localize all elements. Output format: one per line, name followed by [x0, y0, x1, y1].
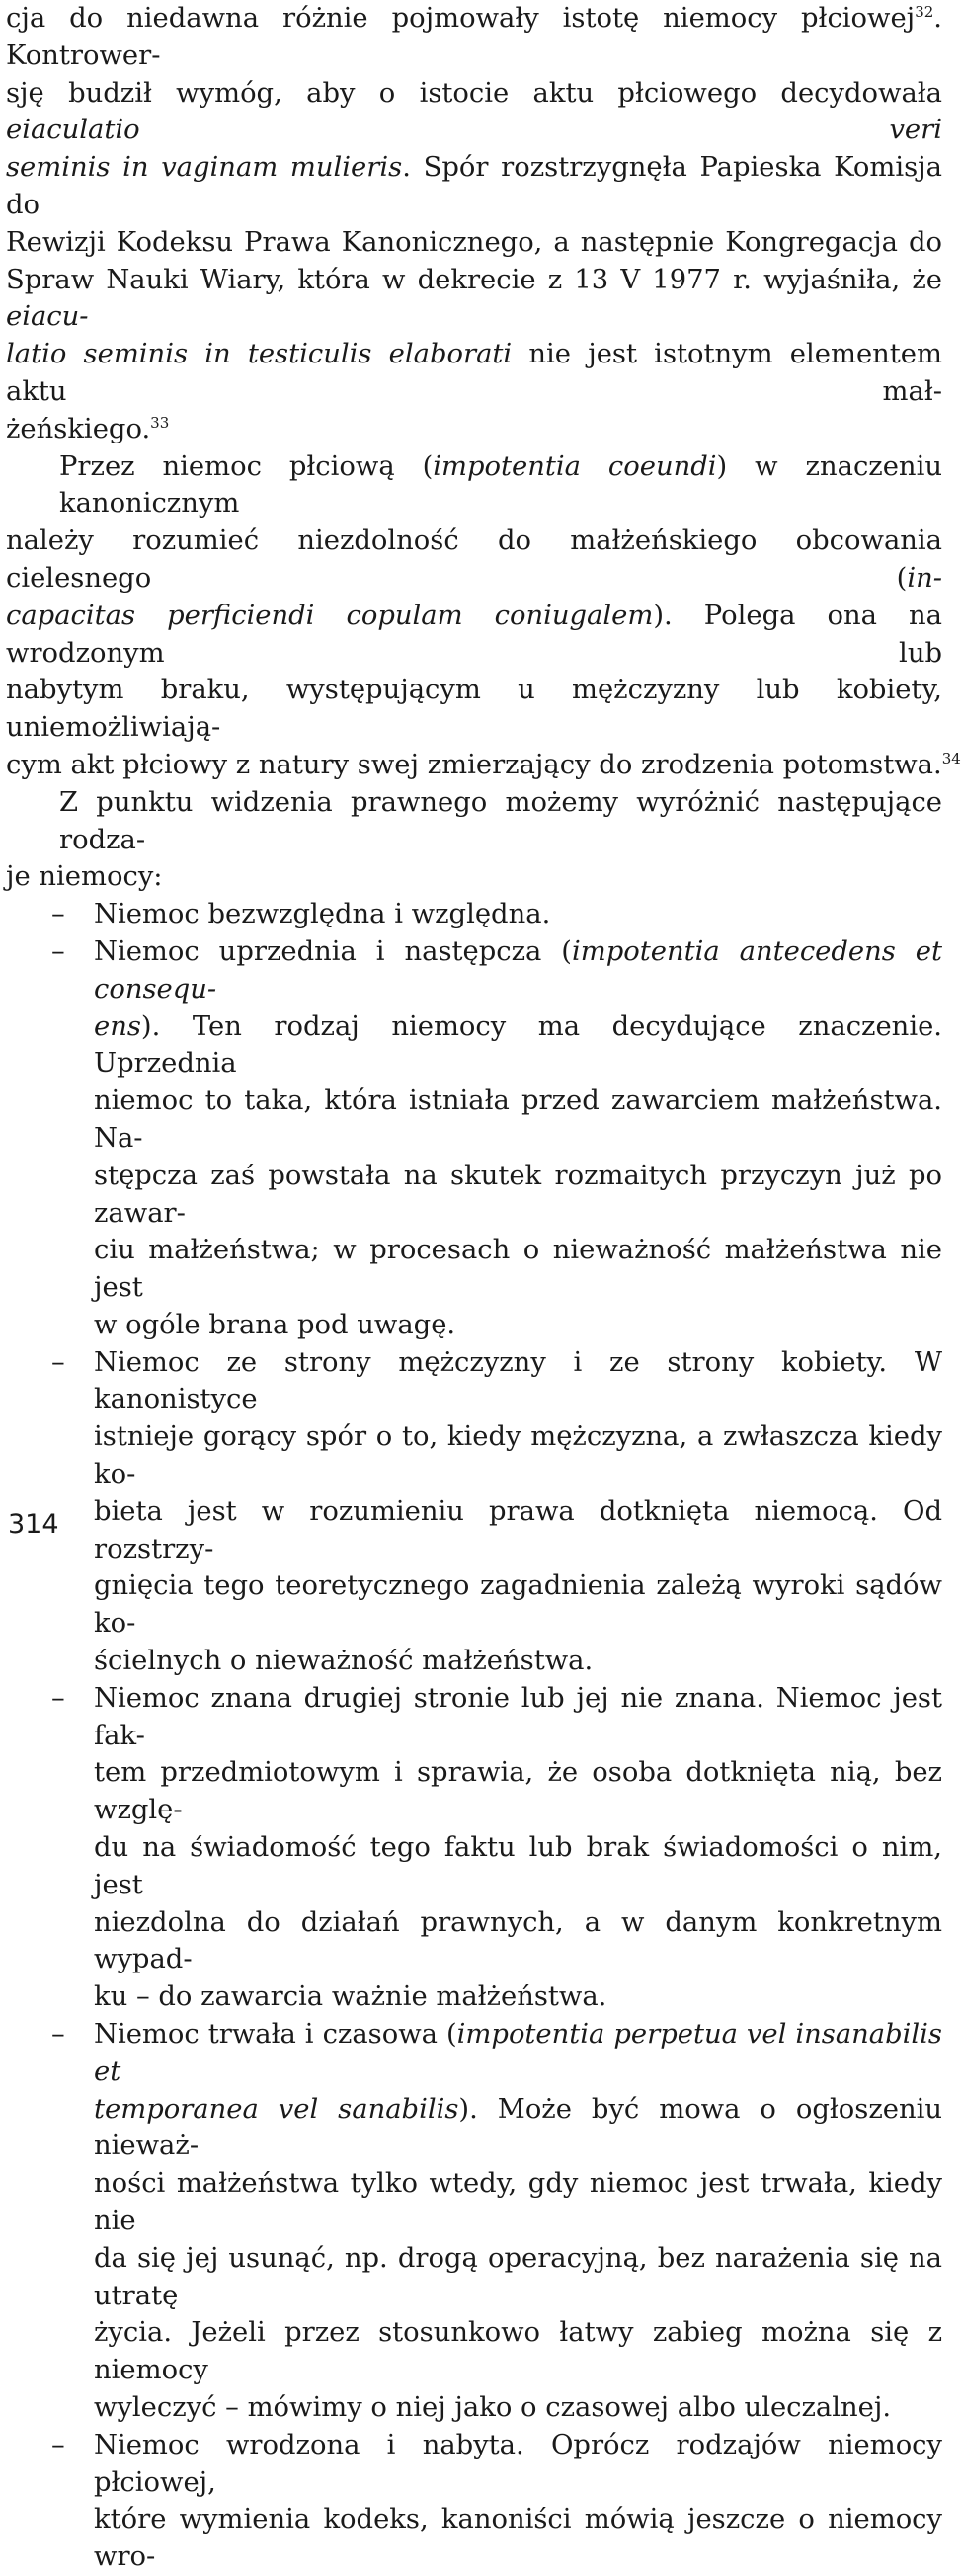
list-item: – Niemoc uprzednia i następcza (impotentia antecedens et consequ- [6, 933, 942, 1008]
footnote-ref: 32 [915, 2, 934, 21]
list-item: – Niemoc ze strony mężczyzny i ze strony kobiety. W kanonistyce [6, 1344, 942, 1419]
footnote-ref: 33 [150, 413, 170, 432]
text-line: sję budził wymóg, aby o istocie aktu płciowego decydowała eiaculatio veri [6, 77, 942, 146]
list-item-line: temporanea vel sanabilis). Może być mowa o ogłoszeniu nieważ- [94, 2093, 942, 2162]
list-item: – Niemoc wrodzona i nabyta. Oprócz rodzajów niemocy płciowej, [6, 2427, 942, 2502]
text-line: żeńskiego.$^{33}$ [6, 413, 170, 444]
text-line: je niemocy: [6, 861, 163, 893]
text-line: Spraw Nauki Wiary, która w dekrecie z 13 V 1977 r. wyjaśniła, że eiacu- [6, 264, 942, 333]
text-line: capacitas perficiendi copulam coniugalem). Polega ona na wrodzonym lub [6, 600, 942, 669]
dash-bullet: – [51, 2429, 65, 2460]
text-line: Rewizji Kodeksu Prawa Kanonicznego, a następnie Kongregacja do [6, 226, 942, 258]
list-item-line: życia. Jeżeli przez stosunkowo łatwy zabieg można się z niemocy [94, 2317, 942, 2386]
list-item-line: ku – do zawarcia ważnie małżeństwa. [94, 1981, 607, 2013]
list-item-line: ens). Ten rodzaj niemocy ma decydujące znaczenie. Uprzednia [94, 1010, 942, 1080]
text-line: nabytym braku, występującym u mężczyzny lub kobiety, uniemożliwiają- [6, 675, 942, 744]
list-item-line: du na świadomość tego faktu lub brak świadomości o nim, jest [94, 1832, 942, 1900]
dash-bullet: – [51, 1346, 65, 1378]
list-item: – Niemoc bezwzględna i względna. [6, 896, 942, 933]
list-item-line: stępcza zaś powstała na skutek rozmaitych przyczyn już po zawar- [94, 1160, 942, 1229]
paragraph-start: Przez niemoc płciową (impotentia coeundi) w znaczeniu kanonicznym [59, 450, 942, 520]
text-line: seminis in vaginam mulieris. Spór rozstrzygnęła Papieska Komisja do [6, 152, 942, 220]
text-line: należy rozumieć niezdolność do małżeńskiego obcowania cielesnego (in- [6, 525, 942, 594]
text-line: cym akt płciowy z natury swej zmierzający do zrodzenia potomstwa.$^{34}$ [6, 749, 961, 780]
page-number: 314 [8, 1509, 59, 1540]
list-item-line: niezdolna do działań prawnych, a w danym konkretnym wypad- [94, 1906, 942, 1975]
dash-bullet: – [51, 935, 65, 967]
page-body [6, 0, 961, 2576]
list-item-line: istnieje gorący spór o to, kiedy mężczyzna, a zwłaszcza kiedy ko- [94, 1421, 942, 1490]
dash-bullet: – [51, 1682, 65, 1714]
list-item-line: ciu małżeństwa; w procesach o nieważność małżeństwa nie jest [94, 1235, 942, 1304]
list-item: – Niemoc trwała i czasowa (impotentia perpetua vel insanabilis et [6, 2016, 942, 2091]
list-item-line: ścielnych o nieważność małżeństwa. [94, 1646, 594, 1677]
list-item-line: ności małżeństwa tylko wtedy, gdy niemoc jest trwała, kiedy nie [94, 2168, 942, 2237]
paragraph-start: Z punktu widzenia prawnego możemy wyróżnić następujące rodza- [59, 786, 942, 855]
text-line: latio seminis in testiculis elaborati nie jest istotnym elementem aktu mał- [6, 339, 942, 407]
text-line: cja do niedawna różnie pojmowały istotę niemocy płciowej$^{32}$. Kontrower- [6, 2, 942, 71]
list-item-line: gnięcia tego teoretycznego zagadnienia zależą wyroki sądów ko- [94, 1570, 942, 1640]
list-item-line: które wymienia kodeks, kanoniści mówią jeszcze o niemocy wro- [94, 2504, 942, 2573]
list-item-line: wyleczyć – mówimy o niej jako o czasowej albo uleczalnej. [94, 2392, 892, 2423]
list-item-line: niemoc to taka, która istniała przed zawarciem małżeństwa. Na- [94, 1086, 942, 1154]
list-item-line: da się jej usunąć, np. drogą operacyjną, bez narażenia się na utratę [94, 2242, 942, 2311]
footnote-ref: 34 [941, 749, 961, 767]
dash-bullet: – [51, 899, 65, 930]
list-item-line: w ogóle brana pod uwagę. [94, 1309, 456, 1340]
dash-bullet: – [51, 2019, 65, 2051]
list-item-line: tem przedmiotowym i sprawia, że osoba dotknięta nią, bez wzglę- [94, 1757, 942, 1826]
list-item: – Niemoc znana drugiej stronie lub jej nie znana. Niemoc jest fak- [6, 1680, 942, 1755]
list-item-line: bieta jest w rozumieniu prawa dotknięta niemocą. Od rozstrzy- [94, 1495, 942, 1565]
